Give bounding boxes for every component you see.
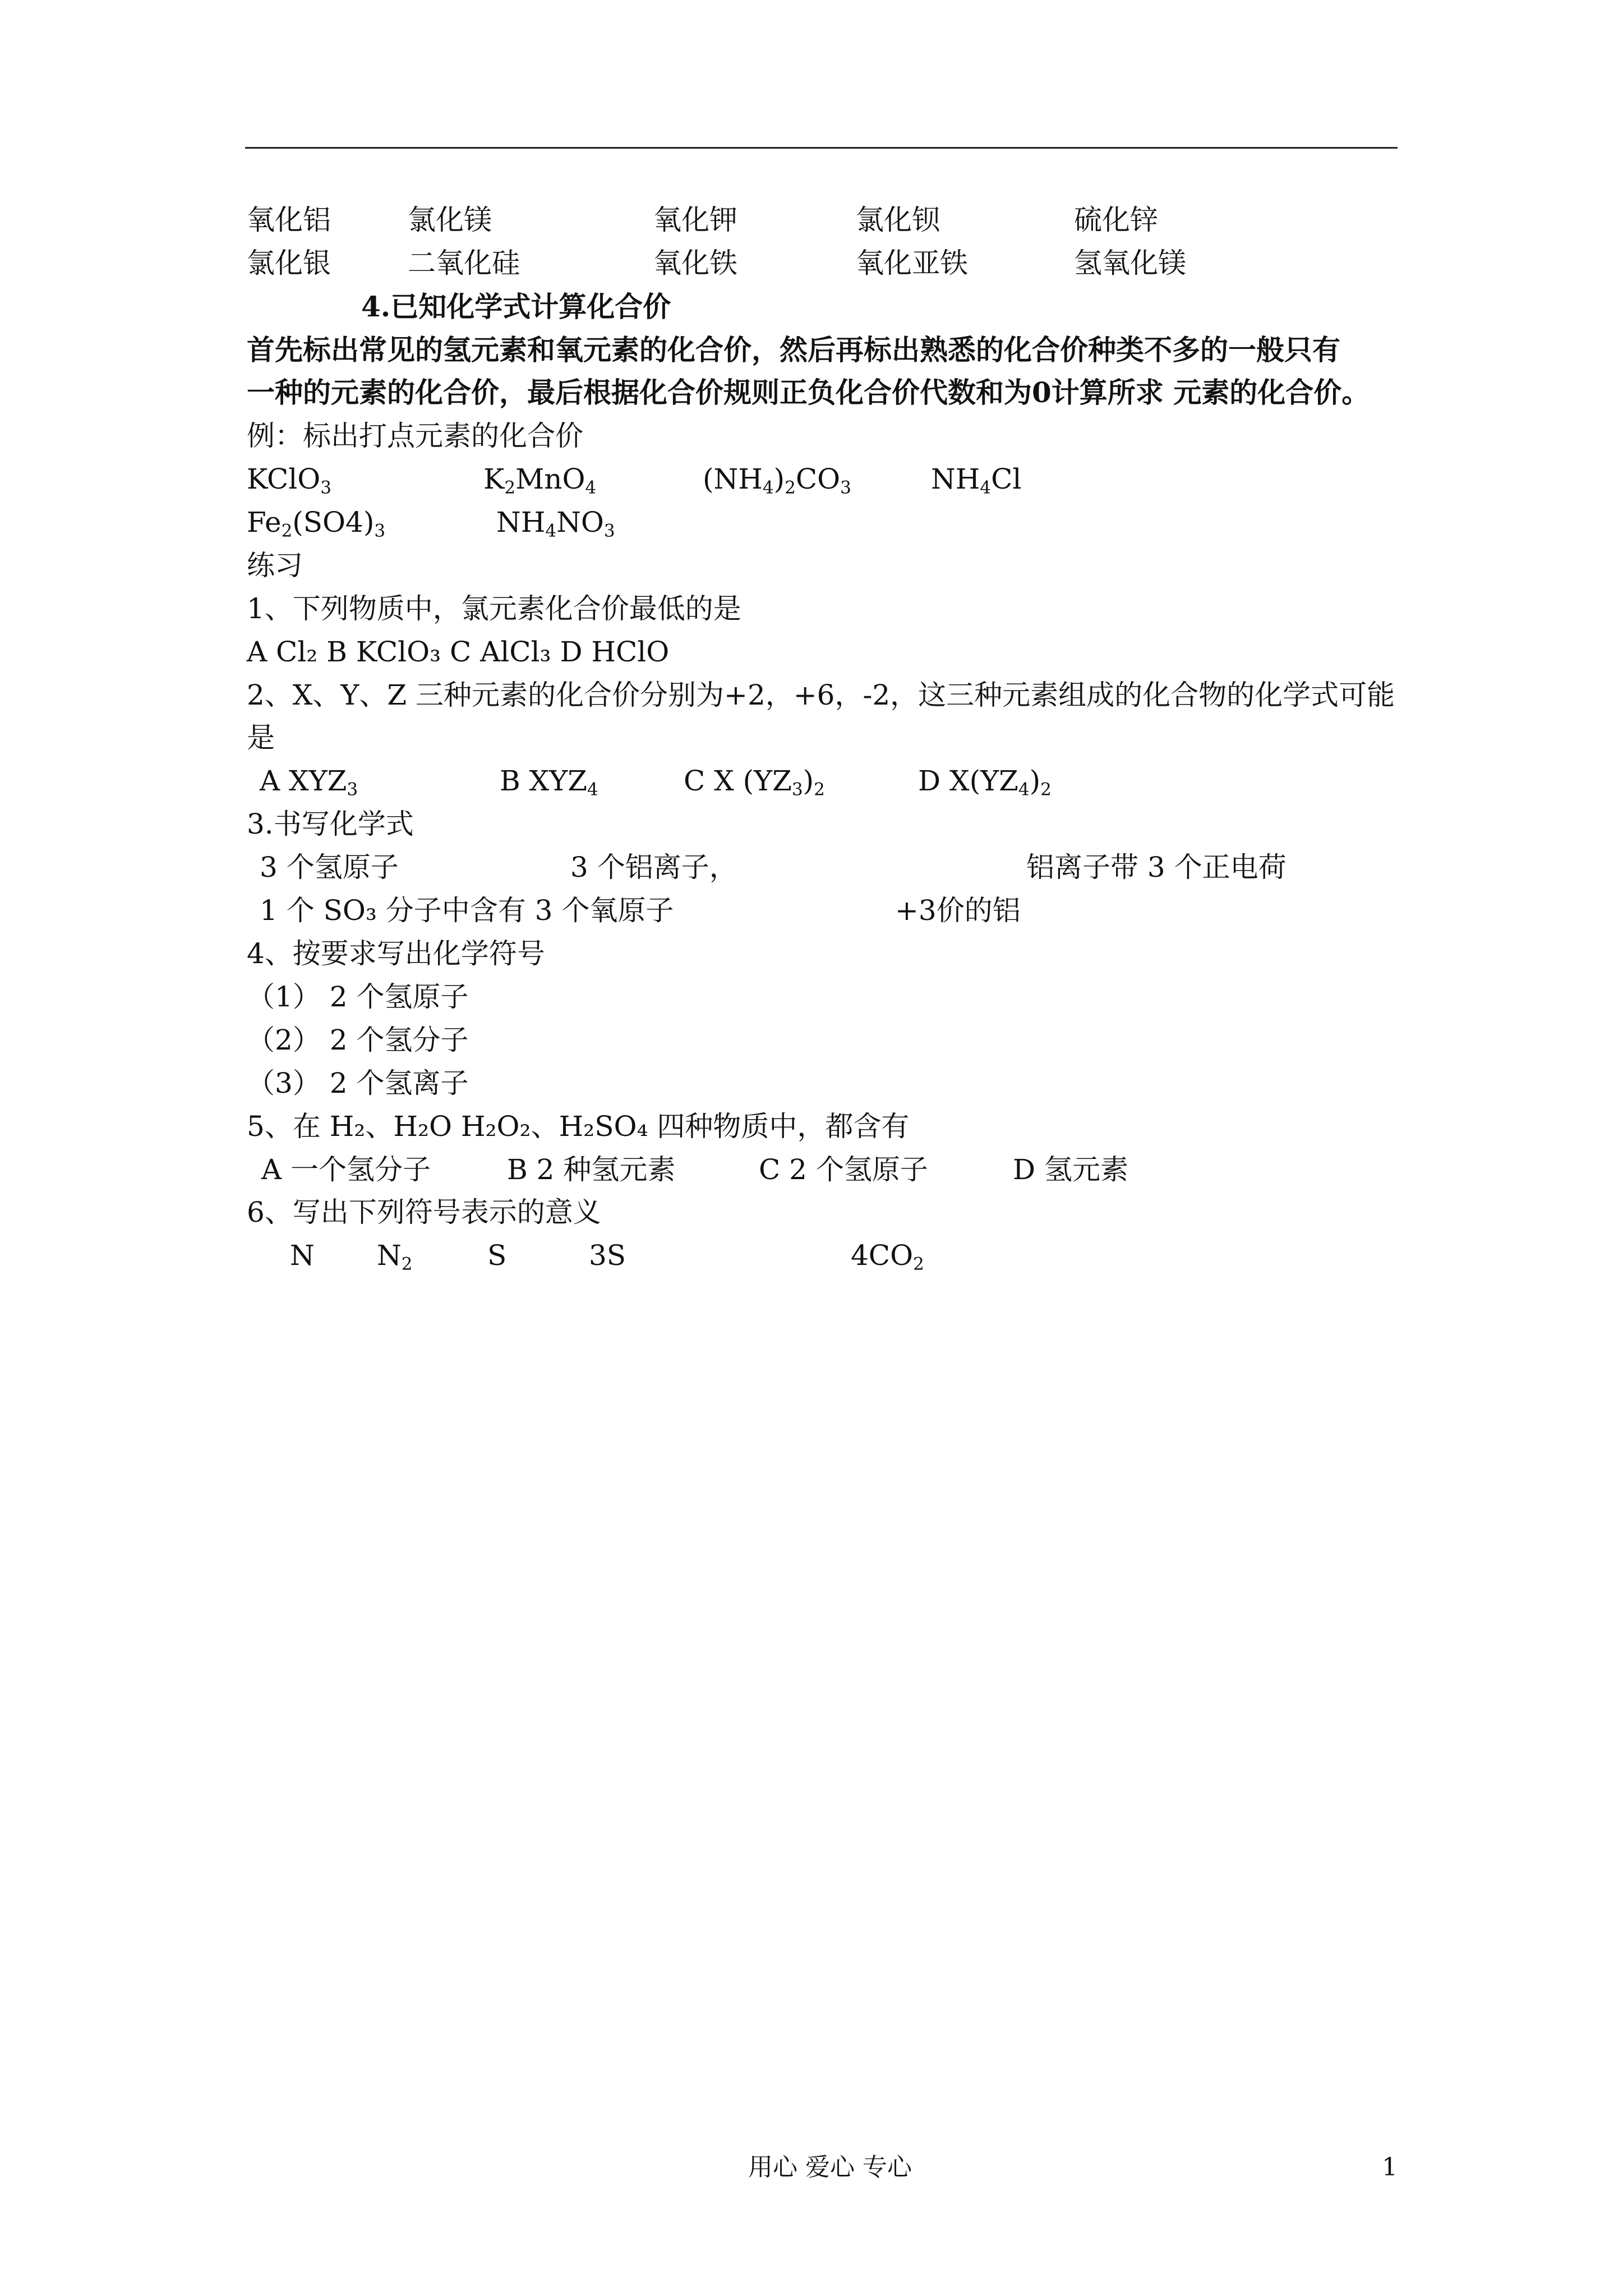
question-3-item: +3价的铝 bbox=[895, 894, 1021, 927]
formula: $(NH_4)_2CO_3$ bbox=[703, 463, 851, 498]
symbol: 3S bbox=[589, 1239, 626, 1272]
example-label: 例：标出打点元素的化合价 bbox=[247, 420, 583, 452]
question-2-option-c: C X $(YZ_3)_2$ bbox=[684, 765, 825, 800]
compound-name: 氧化亚铁 bbox=[856, 247, 968, 279]
question-1-options: A Cl₂ B KClO₃ C AlCl₃ D HClO bbox=[247, 636, 670, 668]
header-rule bbox=[245, 147, 1398, 149]
question-6: 6、写出下列符号表示的意义 bbox=[247, 1196, 601, 1228]
question-4-title: 4、按要求写出化学符号 bbox=[247, 937, 545, 970]
question-5-option: A 一个氢分子 bbox=[261, 1153, 431, 1186]
compound-name: 氧化铁 bbox=[653, 247, 737, 279]
question-3-item: 1 个 SO₃ 分子中含有 3 个氧原子 bbox=[260, 894, 674, 927]
formula: $K_2MnO_4$ bbox=[483, 463, 597, 498]
compound-name: 氧化铝 bbox=[247, 204, 331, 236]
practice-title: 练习 bbox=[247, 549, 303, 582]
question-5: 5、在 H₂、H₂O H₂O₂、H₂SO₄ 四种物质中，都含有 bbox=[247, 1110, 910, 1143]
question-3-item: 铝离子带 3 个正电荷 bbox=[1026, 851, 1287, 884]
formula: $NH_4NO_3$ bbox=[496, 506, 615, 541]
question-2-option-a: A $XYZ_3$ bbox=[260, 765, 358, 800]
symbol: $N_2$ bbox=[377, 1239, 413, 1274]
compound-name: 氢氧化镁 bbox=[1074, 247, 1186, 279]
footer-slogan: 用心 爱心 专心 bbox=[748, 2153, 912, 2182]
question-4-item: （3） 2 个氢离子 bbox=[247, 1067, 469, 1099]
question-3-item: 3 个氢原子 bbox=[260, 851, 399, 884]
compound-name: 氯化银 bbox=[247, 247, 331, 279]
question-2-option-d: D $X(YZ_4)_2$ bbox=[918, 765, 1052, 800]
compound-name: 二氧化硅 bbox=[408, 247, 520, 279]
compound-name: 硫化锌 bbox=[1074, 204, 1158, 236]
question-3-item: 3 个铝离子， bbox=[570, 851, 737, 884]
symbol: $4CO_2$ bbox=[851, 1239, 924, 1274]
question-4-item: （2） 2 个氢分子 bbox=[247, 1024, 469, 1056]
question-3-title: 3.书写化学式 bbox=[247, 808, 414, 840]
question-4-item: （1） 2 个氢原子 bbox=[247, 981, 469, 1013]
symbol: N bbox=[290, 1239, 315, 1272]
compound-name: 氯化钡 bbox=[856, 204, 940, 236]
question-5-option: D 氢元素 bbox=[1013, 1153, 1128, 1186]
symbol: S bbox=[487, 1239, 507, 1272]
section-title: 4.已知化学式计算化合价 bbox=[361, 290, 671, 323]
compound-name: 氧化钾 bbox=[653, 204, 737, 236]
formula: $Fe_2(SO4)_3$ bbox=[247, 506, 386, 541]
question-2-line-1: 2、X、Y、Z 三种元素的化合价分别为+2，+6，-2，这三种元素组成的化合物的化学式可能 bbox=[247, 679, 1395, 711]
section-description-line-2: 一种的元素的化合价，最后根据化合价规则正负化合价代数和为0计算所求 元素的化合价。 bbox=[247, 376, 1370, 409]
question-5-option: B 2 种氢元素 bbox=[507, 1153, 676, 1186]
page-number: 1 bbox=[1382, 2153, 1398, 2182]
formula: $NH_4Cl$ bbox=[931, 463, 1022, 498]
compound-name: 氯化镁 bbox=[408, 204, 492, 236]
question-5-option: C 2 个氢原子 bbox=[759, 1153, 928, 1186]
section-description-line-1: 首先标出常见的氢元素和氧元素的化合价，然后再标出熟悉的化合价种类不多的一般只有 bbox=[247, 333, 1340, 366]
question-1: 1、下列物质中，氯元素化合价最低的是 bbox=[247, 592, 741, 625]
formula: KClO$_3$ bbox=[247, 463, 331, 498]
question-2-line-2: 是 bbox=[247, 721, 275, 754]
question-2-option-b: B $XYZ_4$ bbox=[500, 765, 598, 800]
